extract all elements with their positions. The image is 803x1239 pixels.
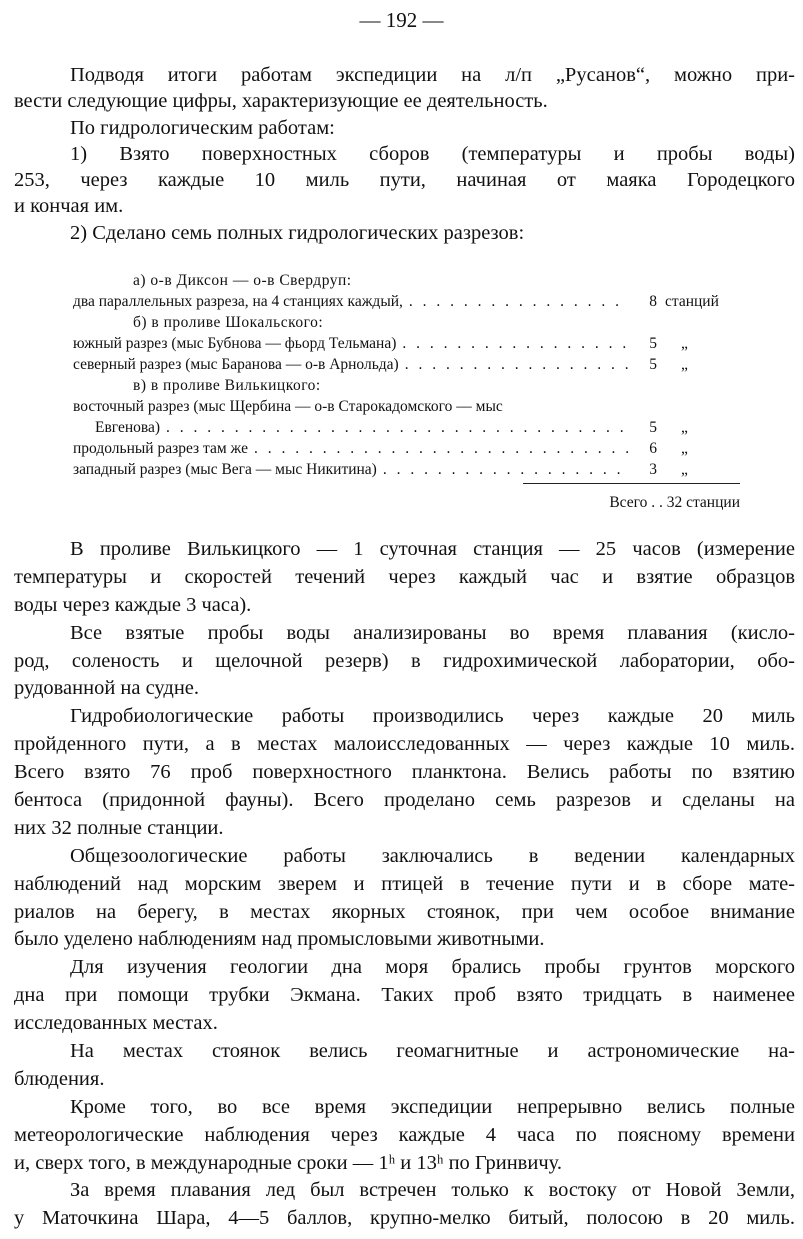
dot-leader — [402, 333, 629, 354]
table-row — [73, 396, 740, 417]
table-row — [73, 459, 740, 480]
total-rule — [523, 483, 740, 484]
dot-leader — [409, 291, 629, 312]
text-line: метеорологические наблюдения через каждые 4 часа по поясному времени — [14, 1123, 795, 1146]
paragraph — [14, 141, 795, 220]
row-count: 5 — [649, 419, 657, 436]
dot-leader — [405, 354, 629, 375]
row-unit: „ — [681, 335, 688, 352]
text-line: пройденного пути, а в местах малоисследованных — через каждые 10 миль. — [14, 733, 795, 756]
table-section-heading — [73, 270, 740, 291]
dot-leader — [383, 459, 629, 480]
row-label: продольный разрез там же — [73, 440, 248, 457]
text-line: Кроме того, во все время экспедиции непрерывно велись полные — [70, 1095, 795, 1118]
text-line: Все взятые пробы воды анализированы во время плавания (кисло- — [70, 621, 795, 644]
row-label: а) о-в Диксон — о-в Свердруп: — [133, 272, 352, 289]
table-row — [73, 354, 740, 375]
text-line: исследованных местах. — [14, 1012, 218, 1035]
row-unit: „ — [681, 356, 688, 373]
text-line: За время плавания лед был встречен только к востоку от Новой Земли, — [70, 1179, 795, 1202]
text-line: и кончая им. — [14, 195, 124, 218]
text-line: 253, через каждые 10 миль пути, начиная от маяка Городецкого — [14, 169, 795, 192]
text-line: наблюдений над морским зверем и птицей в течение пути и в сборе мате- — [14, 872, 795, 895]
row-unit: „ — [681, 440, 688, 457]
body-text — [14, 536, 795, 1233]
text-line: и, сверх того, в международные сроки — 1ʰ и 13ʰ по Гринвичу. — [14, 1151, 562, 1174]
paragraph — [14, 954, 795, 1038]
text-line: род, соленость и щелочной резерв) в гидрохимической лаборатории, обо- — [14, 649, 795, 672]
text-line: у Маточкина Шара, 4—5 баллов, крупно-мелко битый, полосою в 20 миль. — [14, 1207, 795, 1230]
row-label: южный разрез (мыс Бубнова — фьорд Тельмана) — [73, 335, 397, 352]
paragraph — [14, 843, 795, 955]
table-row — [73, 417, 740, 438]
row-unit: „ — [681, 419, 688, 436]
dot-leader — [166, 417, 629, 438]
dot-leader — [254, 438, 629, 459]
text-line: 1) Взято поверхностных сборов (температуры и пробы воды) — [70, 142, 795, 165]
text-line: рудованной на судне. — [14, 677, 200, 700]
paragraph — [14, 1038, 795, 1094]
paragraph — [14, 62, 795, 115]
table-section-heading — [73, 375, 740, 396]
text-line: Гидробиологические работы производились через каждые 20 миль — [70, 705, 795, 728]
paragraph — [14, 220, 795, 246]
text-line: блюдения. — [14, 1067, 105, 1090]
row-label: северный разрез (мыс Баранова — о-в Арнольда) — [73, 356, 399, 373]
text-line: них 32 полные станции. — [14, 816, 224, 839]
row-label: в) в проливе Вилькицкого: — [133, 377, 321, 394]
text-line: было уделено наблюдениям над промысловыми животными. — [14, 928, 545, 951]
paragraph — [14, 1094, 795, 1178]
paragraph — [14, 115, 795, 141]
row-count: 6 — [649, 440, 657, 457]
row-count: 8 — [649, 293, 657, 310]
paragraph — [14, 1177, 795, 1233]
table-row — [73, 333, 740, 354]
paragraph — [14, 703, 795, 842]
intro-text — [14, 62, 795, 246]
text-line: Подводя итоги работам экспедиции на л/п „Русанов“, можно при- — [70, 64, 795, 86]
table-total: Всего . . 32 станции — [609, 494, 740, 511]
table-row — [73, 438, 740, 459]
text-line: воды через каждые 3 часа). — [14, 593, 252, 616]
row-label: Евгенова) — [95, 419, 161, 436]
text-line: вести следующие цифры, характеризующие ее деятельность. — [14, 90, 548, 113]
row-unit: станций — [665, 293, 719, 310]
text-line: Для изучения геологии дна моря брались пробы грунтов морского — [70, 956, 795, 979]
text-line: дна при помощи трубки Экмана. Таких проб взято тридцать в наименее — [14, 984, 795, 1007]
paragraph — [14, 536, 795, 620]
row-count: 5 — [649, 356, 657, 373]
text-line: Всего взято 76 проб поверхностного планктона. Велись работы по взятию — [14, 761, 795, 784]
text-line: бентоса (придонной фауны). Всего проделано семь разрезов и сделаны на — [14, 789, 795, 812]
table-row — [73, 291, 740, 312]
row-label: два параллельных разреза, на 4 станциях каждый, — [73, 293, 403, 310]
row-label: западный разрез (мыс Вега — мыс Никитина) — [73, 461, 377, 478]
page-number: — 192 — — [359, 8, 444, 32]
text-line: Общезоологические работы заключались в ведении календарных — [70, 844, 795, 867]
row-count: 5 — [649, 335, 657, 352]
text-line: 2) Сделано семь полных гидрологических разрезов: — [70, 221, 525, 244]
table-section-heading — [73, 312, 740, 333]
row-label: б) в проливе Шокальского: — [133, 314, 324, 331]
paragraph — [14, 620, 795, 704]
row-unit: „ — [681, 461, 688, 478]
text-line: На местах стоянок велись геомагнитные и астрономические на- — [70, 1040, 795, 1063]
row-label: восточный разрез (мыс Щербина — о-в Старокадомского — мыс — [73, 398, 503, 415]
text-line: По гидрологическим работам: — [70, 116, 335, 139]
sections-table — [73, 270, 740, 511]
text-line: риалов на берегу, в местах якорных стоянок, при чем особое внимание — [14, 900, 795, 923]
row-count: 3 — [649, 461, 657, 478]
text-line: В проливе Вилькицкого — 1 суточная станция — 25 часов (измерение — [70, 538, 795, 560]
text-line: температуры и скоростей течений через каждый час и взятие образцов — [14, 565, 795, 588]
